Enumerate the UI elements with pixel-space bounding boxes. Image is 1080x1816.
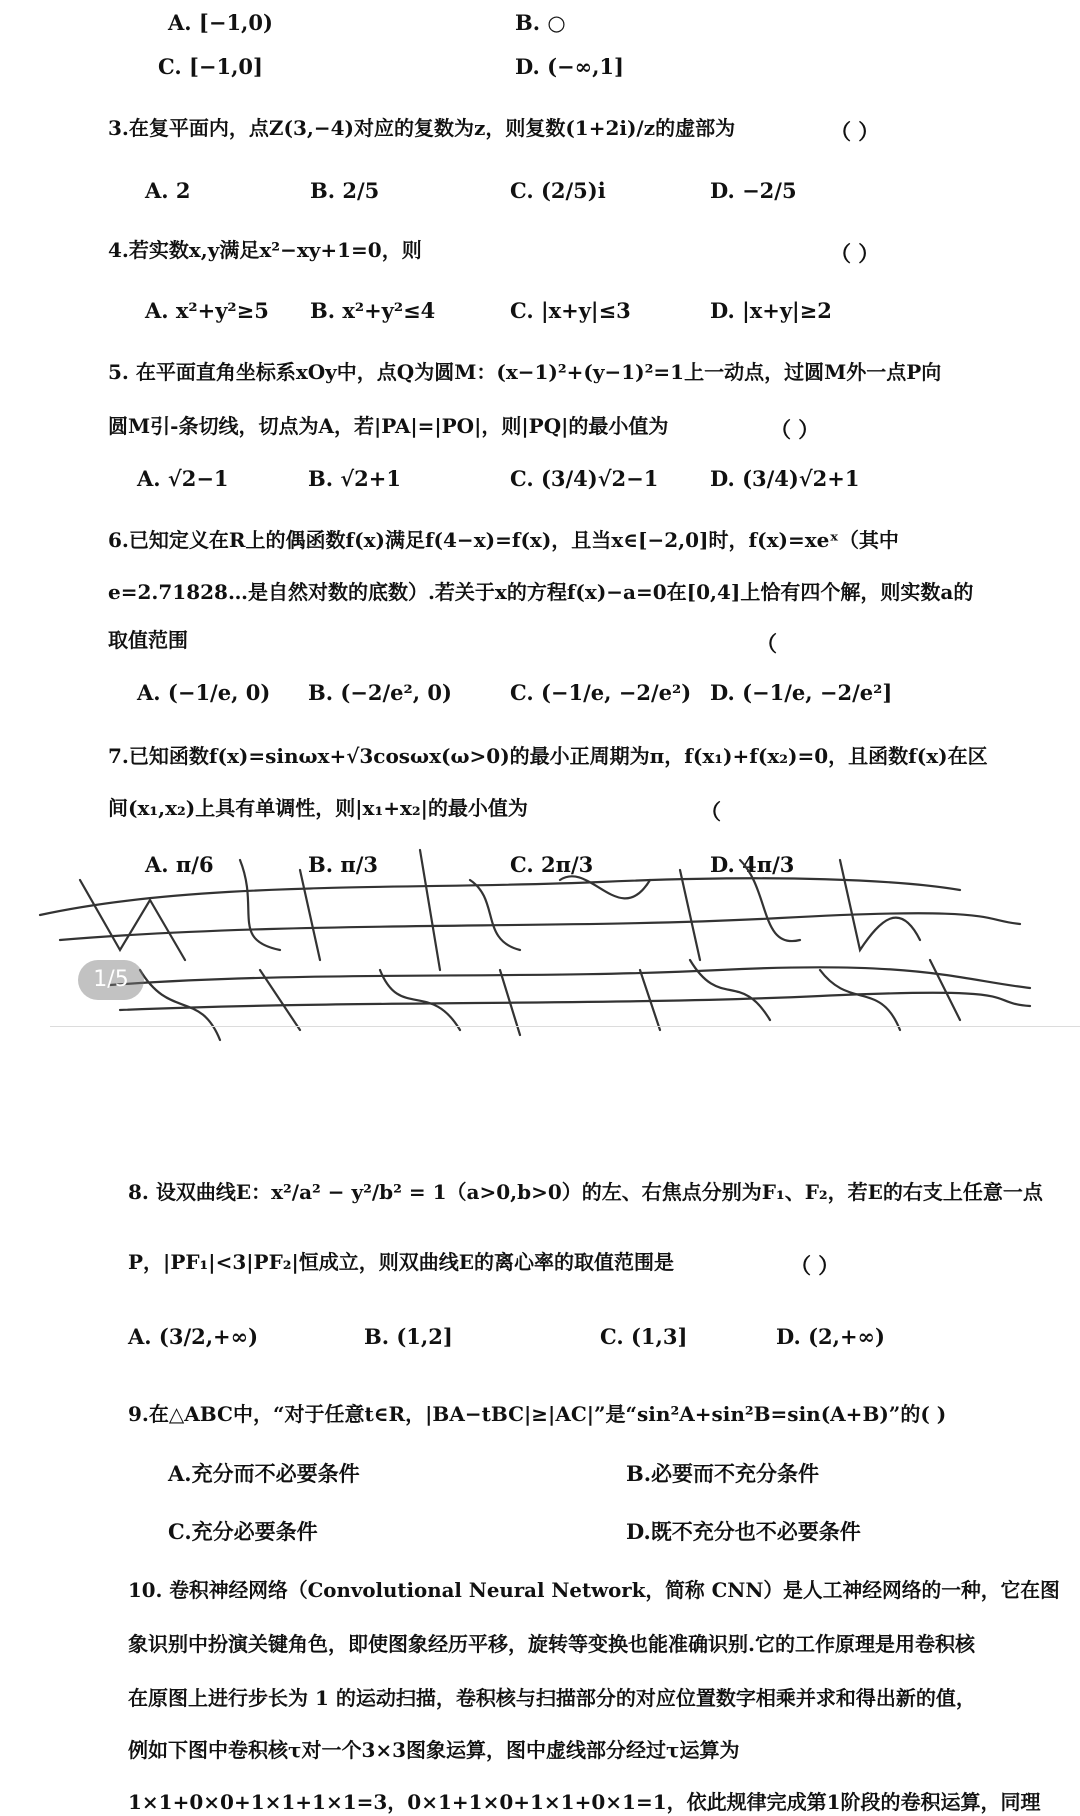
q7-line-2: 间(x₁,x₂)上具有单调性，则|x₁+x₂|的最小值为 bbox=[108, 796, 528, 820]
q4-option-d: D. |x+y|≥2 bbox=[710, 298, 832, 323]
q8-option-a: A. (3/2,+∞) bbox=[128, 1324, 259, 1349]
q10-line-5: 1×1+0×0+1×1+1×1=3，0×1+1×0+1×1+0×1=1，依此规律完成第1阶段的卷积运算，同理 bbox=[128, 1790, 1041, 1814]
q6-answer-paren: （ bbox=[756, 631, 777, 656]
q3-stem: 3.在复平面内，点Z(3,−4)对应的复数为z，则复数(1+2i)/z的虚部为 bbox=[108, 116, 736, 140]
q3-option-b: B. 2/5 bbox=[310, 178, 380, 203]
q6-option-c: C. (−1/e, −2/e²) bbox=[510, 680, 692, 705]
q8-line-1: 8. 设双曲线E：x²/a² − y²/b² = 1（a>0,b>0）的左、右焦点分别为F₁、F₂，若E的右支上任意一点 bbox=[128, 1180, 1043, 1204]
q9-option-c: C.充分必要条件 bbox=[168, 1519, 318, 1544]
q9-option-d: D.既不充分也不必要条件 bbox=[626, 1519, 861, 1544]
q9-stem: 9.在△ABC中，“对于任意t∈R，|BA−tBC|≥|AC|”是“sin²A+sin²B=sin(A+B)”的( ) bbox=[128, 1402, 947, 1426]
q7-option-a: A. π/6 bbox=[145, 852, 214, 877]
q5-option-b: B. √2+1 bbox=[308, 466, 401, 491]
q2-option-b: B. ○ bbox=[515, 10, 566, 35]
q7-option-b: B. π/3 bbox=[308, 852, 379, 877]
q4-answer-paren: （ ） bbox=[830, 241, 880, 266]
q4-option-a: A. x²+y²≥5 bbox=[145, 298, 269, 323]
q5-option-a: A. √2−1 bbox=[137, 466, 229, 491]
page-divider bbox=[50, 1026, 1080, 1027]
q6-option-b: B. (−2/e², 0) bbox=[308, 680, 452, 705]
q2-option-c: C. [−1,0] bbox=[158, 54, 263, 79]
q5-line-1: 5. 在平面直角坐标系xOy中，点Q为圆M：(x−1)²+(y−1)²=1上一动点，过圆M外一点P向 bbox=[108, 360, 942, 384]
q10-line-1: 10. 卷积神经网络（Convolutional Neural Network，简称 CNN）是人工神经网络的一种，它在图 bbox=[128, 1578, 1060, 1602]
q6-line-2: e=2.71828…是自然对数的底数）.若关于x的方程f(x)−a=0在[0,4]上恰有四个解，则实数a的 bbox=[108, 580, 974, 604]
q7-option-d: D. 4π/3 bbox=[710, 852, 795, 877]
q7-option-c: C. 2π/3 bbox=[510, 852, 594, 877]
page-indicator: 1/5 bbox=[78, 960, 144, 1000]
q7-line-1: 7.已知函数f(x)=sinωx+√3cosωx(ω>0)的最小正周期为π，f(x₁)+f(x₂)=0，且函数f(x)在区 bbox=[108, 744, 988, 768]
q4-option-b: B. x²+y²≤4 bbox=[310, 298, 436, 323]
q8-option-c: C. (1,3] bbox=[600, 1324, 688, 1349]
q9-option-a: A.充分而不必要条件 bbox=[168, 1461, 360, 1486]
q10-line-2: 象识别中扮演关键角色，即使图象经历平移，旋转等变换也能准确识别.它的工作原理是用卷积核 bbox=[128, 1632, 975, 1656]
q6-option-d: D. (−1/e, −2/e²] bbox=[710, 680, 893, 705]
q3-option-a: A. 2 bbox=[145, 178, 191, 203]
q3-option-d: D. −2/5 bbox=[710, 178, 797, 203]
q10-line-3: 在原图上进行步长为 1 的运动扫描，卷积核与扫描部分的对应位置数字相乘并求和得出新的值， bbox=[128, 1686, 976, 1710]
q7-answer-paren: （ bbox=[700, 799, 721, 824]
q5-option-c: C. (3/4)√2−1 bbox=[510, 466, 659, 491]
q5-line-2: 圆M引-条切线，切点为A，若|PA|=|PO|，则|PQ|的最小值为 bbox=[108, 414, 669, 438]
q8-line-2: P，|PF₁|<3|PF₂|恒成立，则双曲线E的离心率的取值范围是 bbox=[128, 1250, 675, 1274]
q6-line-1: 6.已知定义在R上的偶函数f(x)满足f(4−x)=f(x)，且当x∈[−2,0]时，f(x)=xeˣ（其中 bbox=[108, 528, 899, 552]
q3-answer-paren: （ ） bbox=[830, 119, 880, 144]
q8-option-d: D. (2,+∞) bbox=[776, 1324, 885, 1349]
q5-answer-paren: （ ） bbox=[770, 417, 820, 442]
q6-line-3: 取值范围 bbox=[108, 628, 188, 652]
q2-option-a: A. [−1,0) bbox=[168, 10, 273, 35]
q5-option-d: D. (3/4)√2+1 bbox=[710, 466, 860, 491]
q4-stem: 4.若实数x,y满足x²−xy+1=0，则 bbox=[108, 238, 422, 262]
exam-page-2 bbox=[0, 1030, 1080, 1816]
q2-option-d: D. (−∞,1] bbox=[515, 54, 624, 79]
q8-option-b: B. (1,2] bbox=[364, 1324, 453, 1349]
q6-option-a: A. (−1/e, 0) bbox=[137, 680, 271, 705]
q3-option-c: C. (2/5)i bbox=[510, 178, 606, 203]
q8-answer-paren: （ ） bbox=[790, 1253, 840, 1278]
q10-line-4: 例如下图中卷积核τ对一个3×3图象运算，图中虚线部分经过τ运算为 bbox=[128, 1738, 740, 1762]
q9-option-b: B.必要而不充分条件 bbox=[626, 1461, 820, 1486]
q4-option-c: C. |x+y|≤3 bbox=[510, 298, 631, 323]
